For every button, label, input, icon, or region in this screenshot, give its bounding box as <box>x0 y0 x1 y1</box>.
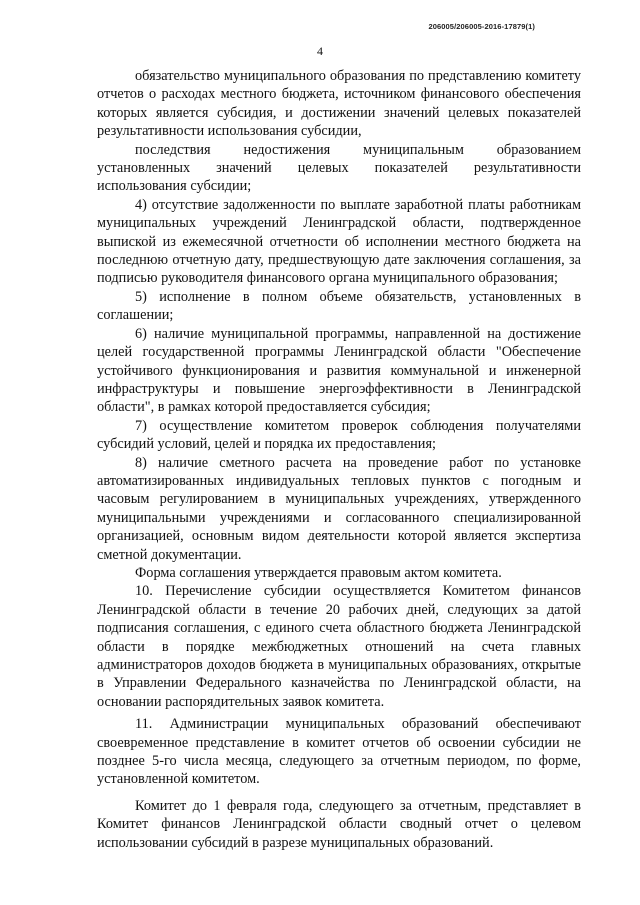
paragraph-item-11: 11. Администрации муниципальных образований обеспечивают своевременное представление в комитет отчетов об освоении субсидии не позднее 5-го числа месяца, следующего за отчетным периодом, по форме, установленной комитетом. <box>97 716 581 788</box>
paragraph-item-10: 10. Перечисление субсидии осуществляется Комитетом финансов Ленинградской области в течение 20 рабочих дней, следующих за датой подписания соглашения, с единого счета областного бюджета Ленинградской области в порядке межбюджетных отношений на счета главных администраторов доходов бюджета в муниципальных образованиях, открытые в Управлении Федерального казначейства по Ленинградской области, на основании распорядительных заявок комитета. <box>97 583 581 710</box>
paragraph-consequences: последствия недостижения муниципальным образованием установленных значений целевых показателей результативности использования субсидии; <box>97 141 581 195</box>
document-id: 206005/206005-2016-17879(1) <box>428 22 535 31</box>
paragraph-obligation-reporting: обязательство муниципального образования по представлению комитету отчетов о расходах местного бюджета, источником финансового обеспечения которых является субсидия, и достижении значений целевых показателей результативности использования субсидии, <box>97 68 581 140</box>
paragraph-item-7: 7) осуществление комитетом проверок соблюдения получателями субсидий условий, целей и порядка их предоставления; <box>97 417 581 453</box>
paragraph-item-6: 6) наличие муниципальной программы, направленной на достижение целей государственной программы Ленинградской области "Обеспечение устойчивого функционирования и развития коммунальной и инженерной инфраструктуры и повышение энергоэффективности в Ленинградской области", в рамках которой предоставляется субсидия; <box>97 325 581 416</box>
paragraph-summary-report: Комитет до 1 февраля года, следующего за отчетным, представляет в Комитет финансов Ленинградской области сводный отчет о целевом использовании субсидий в разрезе муниципальных образований. <box>97 797 581 851</box>
document-body <box>97 67 581 852</box>
paragraph-item-5: 5) исполнение в полном объеме обязательств, установленных в соглашении; <box>97 288 581 324</box>
page-number: 4 <box>317 44 323 58</box>
paragraph-item-8: 8) наличие сметного расчета на проведение работ по установке автоматизированных индивидуальных тепловых пунктов с погодным и часовым регулированием в муниципальных учреждениях, утвержденного муниципальными учреждениями и согласованного специализированной организацией, основным видом деятельности которой является экспертиза сметной документации. <box>97 454 581 563</box>
paragraph-agreement-form: Форма соглашения утверждается правовым актом комитета. <box>135 564 502 581</box>
paragraph-item-4: 4) отсутствие задолженности по выплате заработной платы работникам муниципальных учреждений Ленинградской области, подтвержденное выпиской из ежемесячной отчетности об исполнении местного бюджета на последнюю отчетную дату, предшествующую дате заключения соглашения, за подписью руководителя финансового органа муниципального образования; <box>97 196 581 287</box>
